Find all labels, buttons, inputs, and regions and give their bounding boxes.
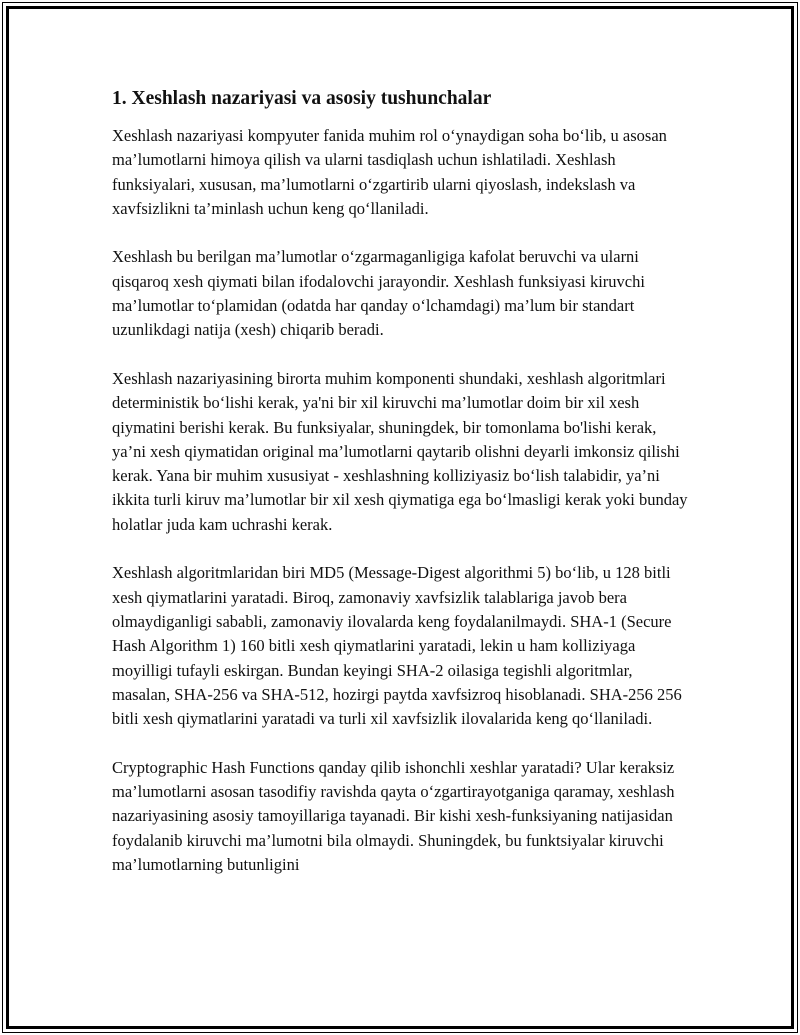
- document-body: [112, 86, 690, 877]
- paragraph-definition: Xeshlash bu berilgan ma’lumotlar o‘zgarmaganligiga kafolat beruvchi va ularni qisqaroq xesh qiymati bilan ifodalovchi jarayondir. Xeshlash funksiyasi kiruvchi ma’lumotlar to‘plamidan (odatda har qanday o‘lchamdagi) ma’lum bir standart uzunlikdagi natija (xesh) chiqarib beradi.: [112, 247, 645, 340]
- section-heading: 1. Xeshlash nazariyasi va asosiy tushunchalar: [112, 88, 492, 109]
- paragraph-algorithms: Xeshlash algoritmlaridan biri MD5 (Message-Digest algorithmi 5) bo‘lib, u 128 bitli xesh qiymatlarini yaratadi. Biroq, zamonaviy xavfsizlik talablariga javob bera olmaydiganligi sababli, zamonaviy ilovalarda keng foydalanilmaydi. SHA-1 (Secure Hash Algorithm 1) 160 bitli xesh qiymatlarini yaratadi, lekin u ham kolliziyaga moyilligi tufayli eskirgan. Bundan keyingi SHA-2 oilasiga tegishli algoritmlar, masalan, SHA-256 va SHA-512, hozirgi paytda xavfsizroq hisoblanadi. SHA-256 256 bitli xesh qiymatlarini yaratadi va turli xil xavfsizlik ilovalarida keng qo‘llaniladi.: [112, 563, 682, 729]
- paragraph-cryptographic: Cryptographic Hash Functions qanday qilib ishonchli xeshlar yaratadi? Ular keraksiz ma’lumotlarni asosan tasodifiy ravishda qayta o‘zgartirayotganiga qaramay, xeshlash nazariyasining asosiy tamoyillariga tayanadi. Bir kishi xesh-funksiyaning natijasidan foydalanib kiruvchi ma’lumotni bila olmaydi. Shuningdek, bu funktsiyalar kiruvchi ma’lumotlarning butunligini: [112, 757, 675, 874]
- paragraph-intro: Xeshlash nazariyasi kompyuter fanida muhim rol o‘ynaydigan soha bo‘lib, u asosan ma’lumotlarni himoya qilish va ularni tasdiqlash uchun ishlatiladi. Xeshlash funksiyalari, xususan, ma’lumotlarni o‘zgartirib ularni qiyoslash, indekslash va xavfsizlikni ta’minlash uchun keng qo‘llaniladi.: [112, 126, 667, 218]
- paragraph-properties: Xeshlash nazariyasining birorta muhim komponenti shundaki, xeshlash algoritmlari deterministik bo‘lishi kerak, ya'ni bir xil kiruvchi ma’lumotlar doim bir xil xesh qiymatini berishi kerak. Bu funksiyalar, shuningdek, bir tomonlama bo'lishi kerak, ya’ni xesh qiymatidan original ma’lumotlarni qaytarib olishni deyarli imkonsiz qilishi kerak. Yana bir muhim xususiyat - xeshlashning kolliziyasiz bo‘lish talabidir, ya’ni ikkita turli kiruv ma’lumotlar bir xil xesh qiymatiga ega bo‘lmasligi kerak yoki bunday holatlar juda kam uchrashi kerak.: [112, 368, 688, 534]
